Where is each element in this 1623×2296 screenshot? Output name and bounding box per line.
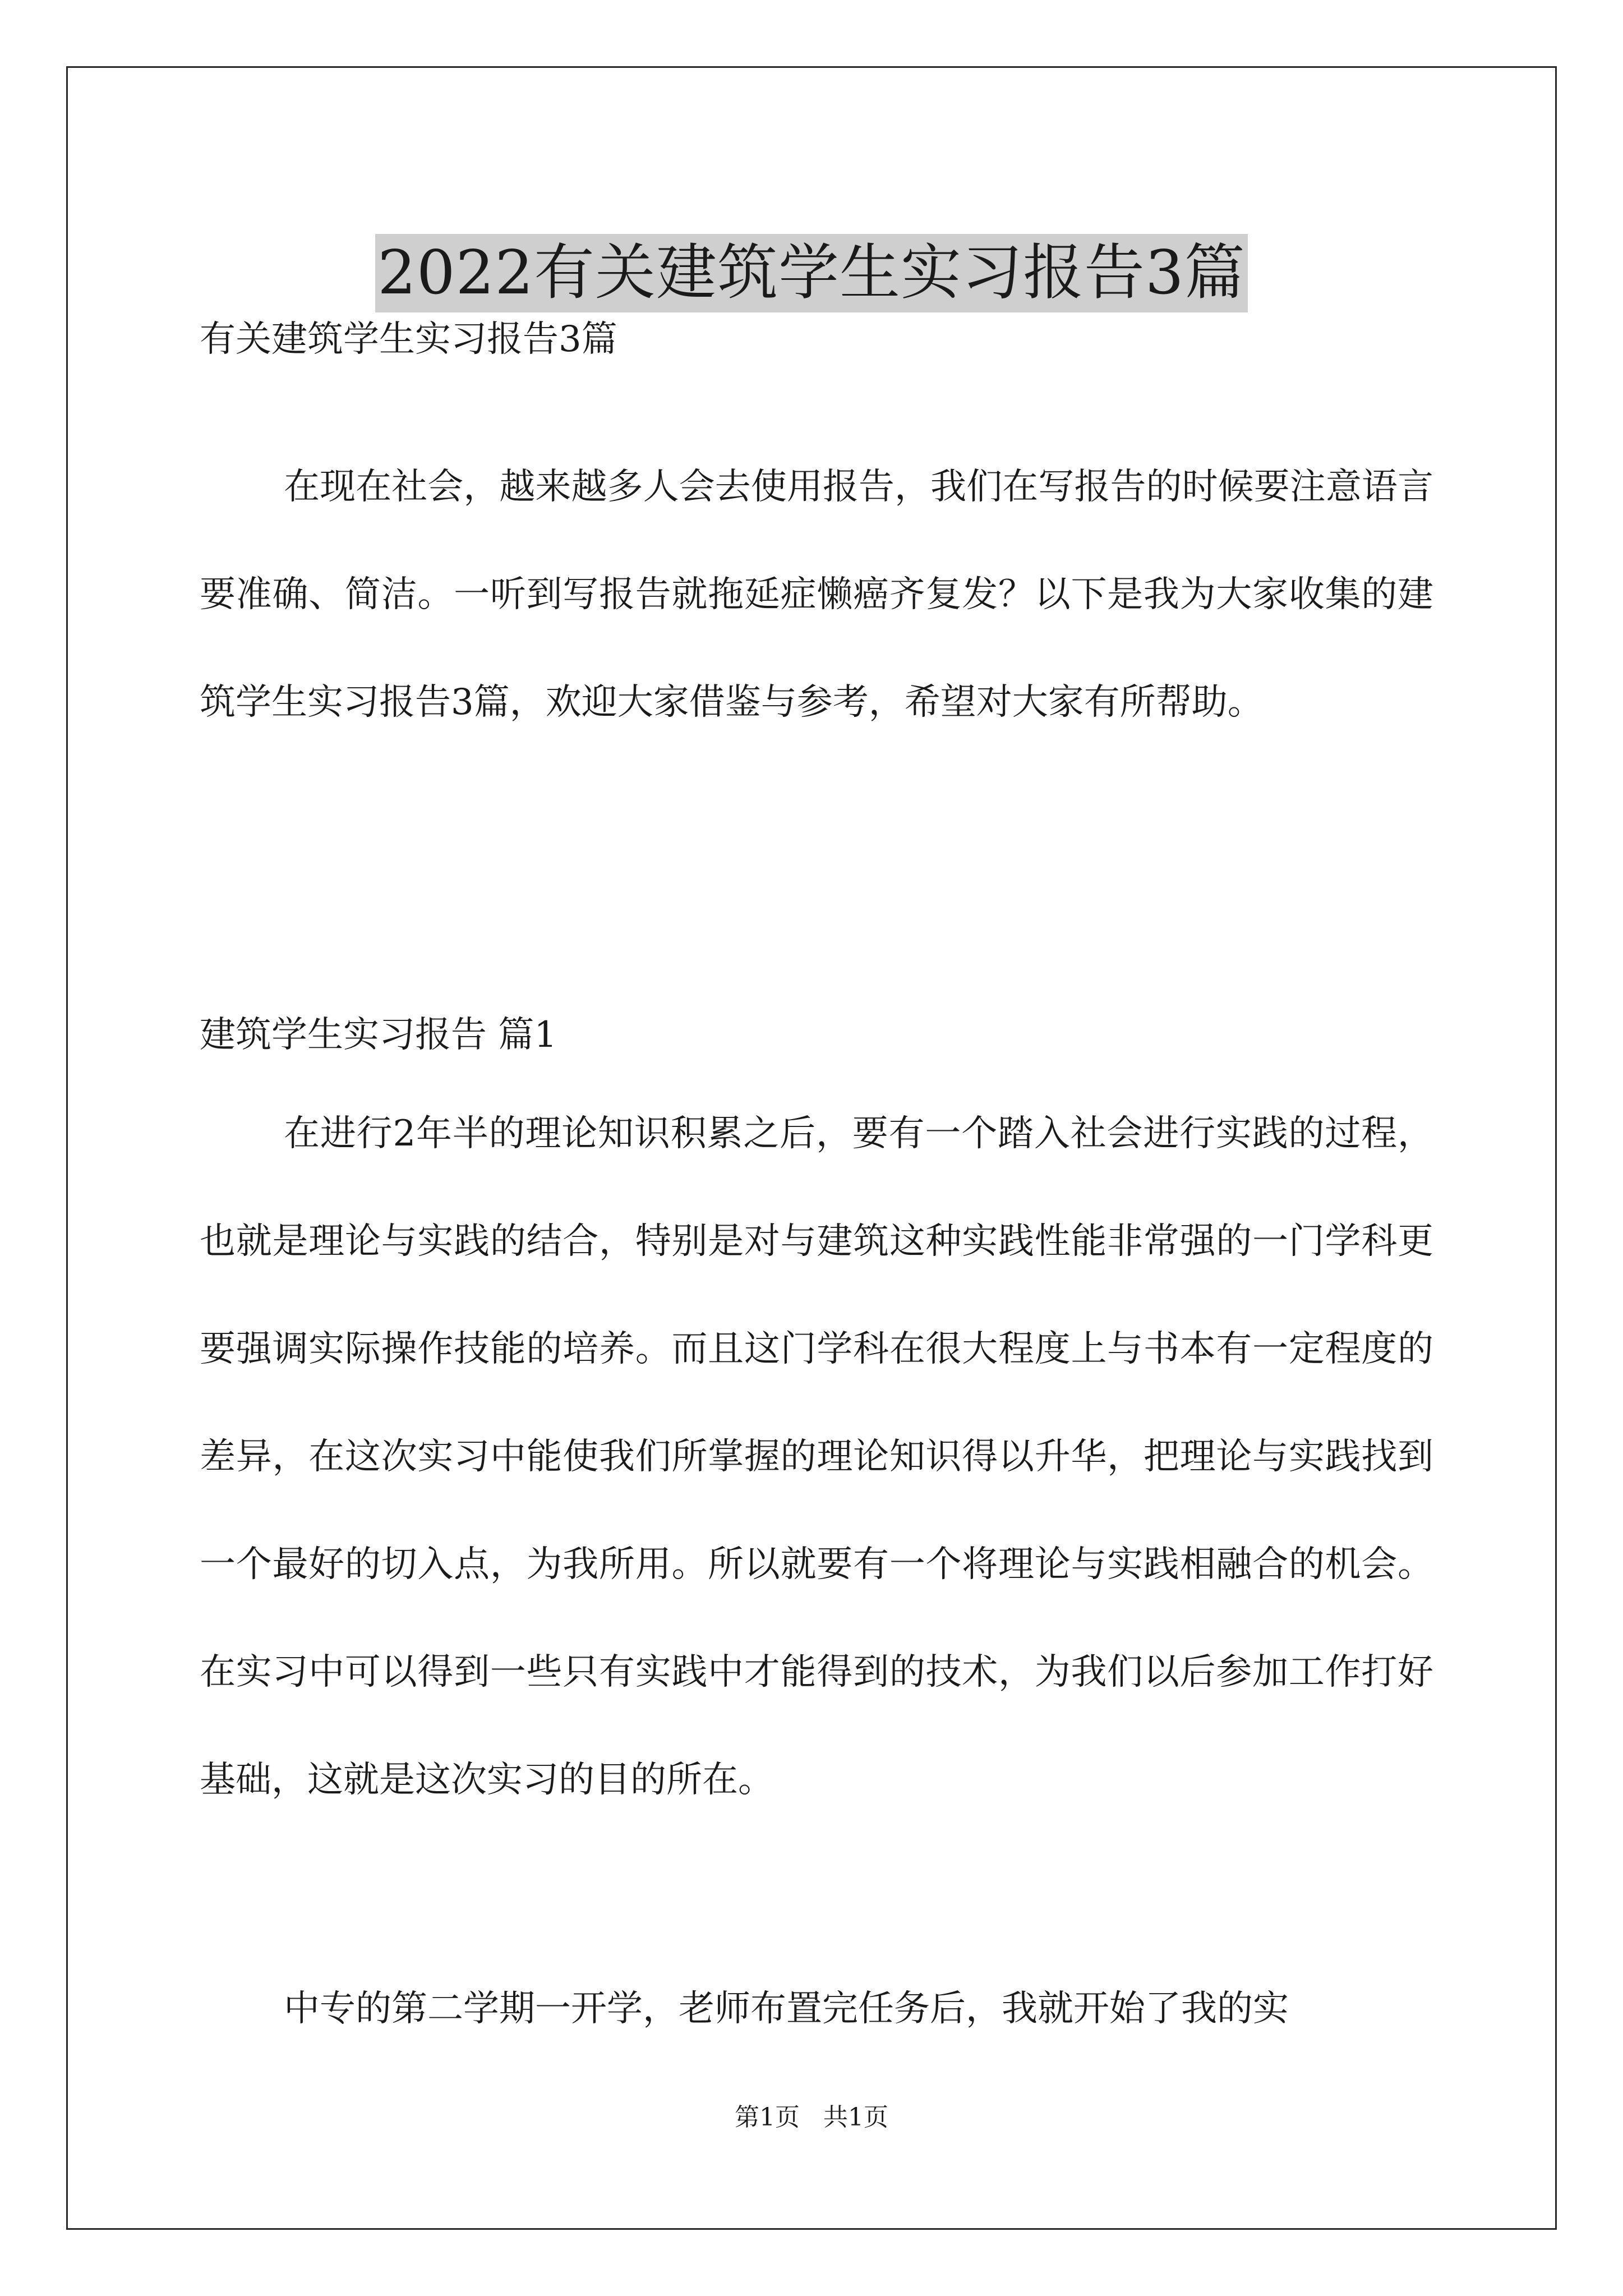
page-footer: [0, 2101, 1623, 2134]
body-paragraph: 在进行2年半的理论知识积累之后，要有一个踏入社会进行实践的过程，也就是理论与实践的结合，特别是对与建筑这种实践性能非常强的一门学科更要强调实际操作技能的培养。而且这门学科在很大程度上与书本有一定程度的差异，在这次实习中能使我们所掌握的理论知识得以升华，把理论与实践找到一个最好的切入点，为我所用。所以就要有一个将理论与实践相融合的机会。在实习中可以得到一些只有实践中才能得到的技术，为我们以后参加工作打好基础，这就是这次实习的目的所在。: [200, 1113, 1433, 1801]
document-title: 2022有关建筑学生实习报告3篇: [375, 234, 1248, 312]
section-heading: 建筑学生实习报告 篇1: [200, 1014, 557, 1056]
intro-paragraph: 在现在社会，越来越多人会去使用报告，我们在写报告的时候要注意语言要准确、简洁。一听到写报告就拖延症懒癌齐复发？以下是我为大家收集的建筑学生实习报告3篇，欢迎大家借鉴与参考，希望对大家有所帮助。: [200, 466, 1433, 723]
page-total: 共1页: [823, 2103, 888, 2132]
body-paragraph-continued: 中专的第二学期一开学，老师布置完任务后，我就开始了我的实: [284, 1988, 1289, 2030]
page-number: 第1页: [735, 2103, 800, 2132]
document-subtitle: 有关建筑学生实习报告3篇: [200, 319, 617, 360]
